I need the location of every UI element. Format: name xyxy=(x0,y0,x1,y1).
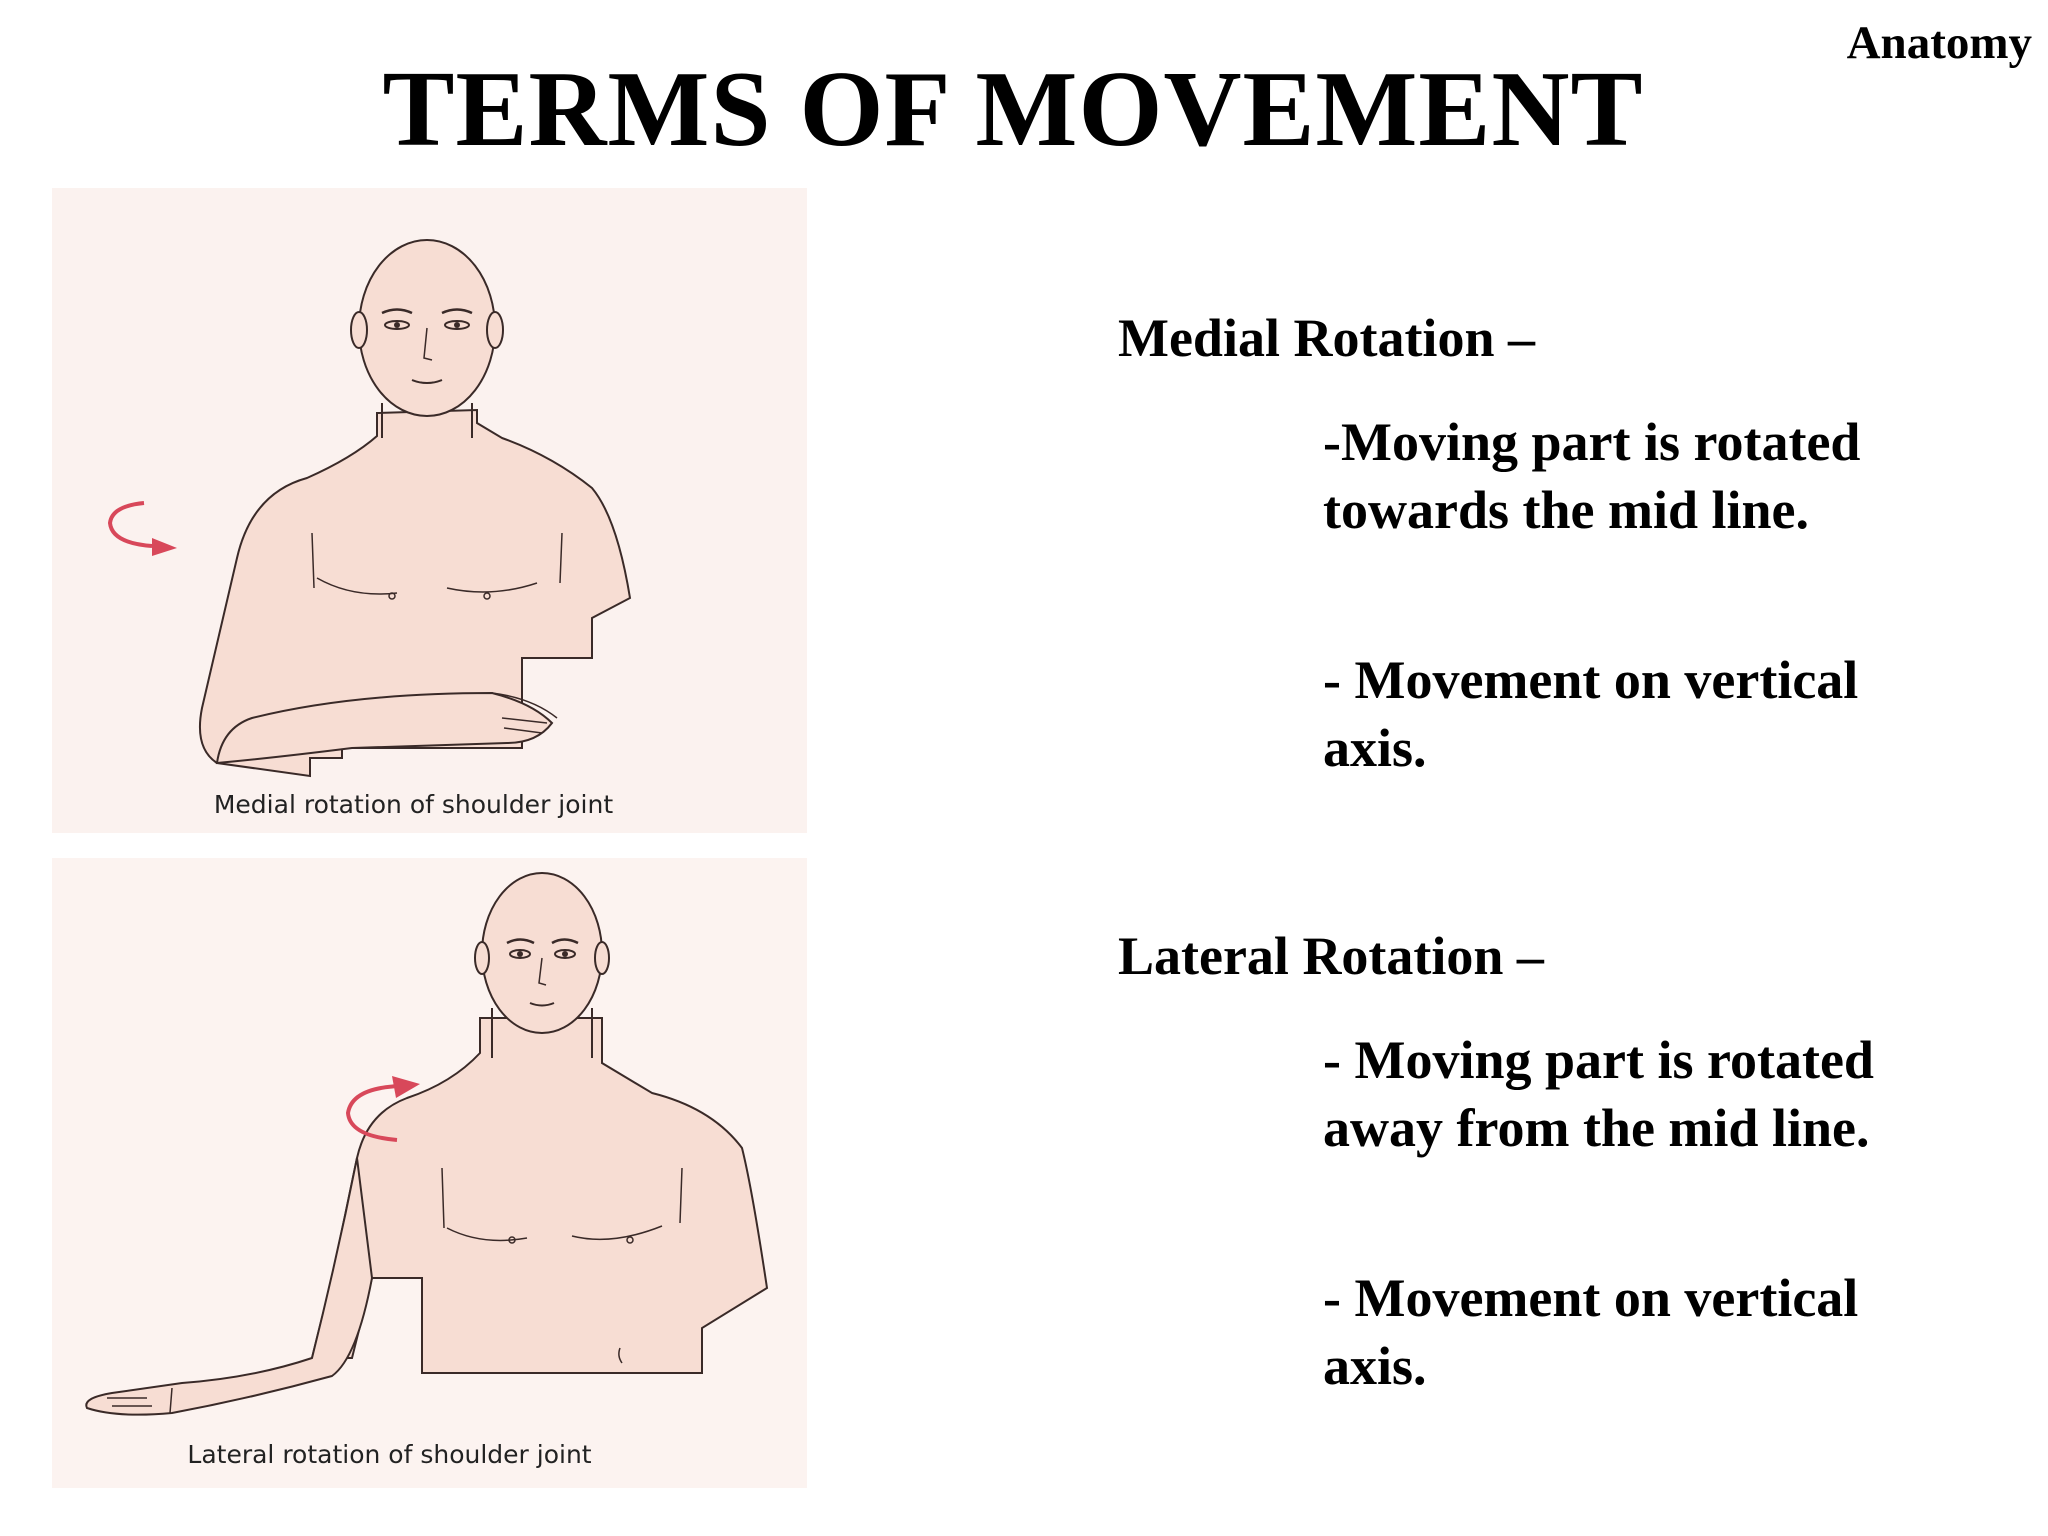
medial-rotation-illustration xyxy=(52,188,807,833)
medial-figure-caption: Medial rotation of shoulder joint xyxy=(213,790,614,819)
lateral-rotation-point-2: - Movement on vertical axis. xyxy=(1323,1268,1859,1396)
rotation-arrow-icon xyxy=(110,503,152,546)
corner-label: Anatomy xyxy=(1846,17,2032,69)
lateral-figure-caption: Lateral rotation of shoulder joint xyxy=(187,1440,592,1469)
lateral-rotation-heading: Lateral Rotation – xyxy=(1118,926,1544,986)
medial-rotation-figure xyxy=(52,188,807,833)
medial-rotation-point-1: -Moving part is rotated towards the mid line. xyxy=(1323,412,1861,540)
medial-rotation-heading: Medial Rotation – xyxy=(1118,308,1535,368)
medial-rotation-point-2: - Movement on vertical axis. xyxy=(1323,650,1859,778)
slide-title: TERMS OF MOVEMENT xyxy=(382,50,1644,169)
lateral-rotation-illustration xyxy=(52,858,807,1488)
arrow-head-icon xyxy=(152,538,177,556)
lateral-rotation-point-1: - Moving part is rotated away from the mid line. xyxy=(1323,1030,1874,1158)
lateral-rotation-figure xyxy=(52,858,807,1488)
